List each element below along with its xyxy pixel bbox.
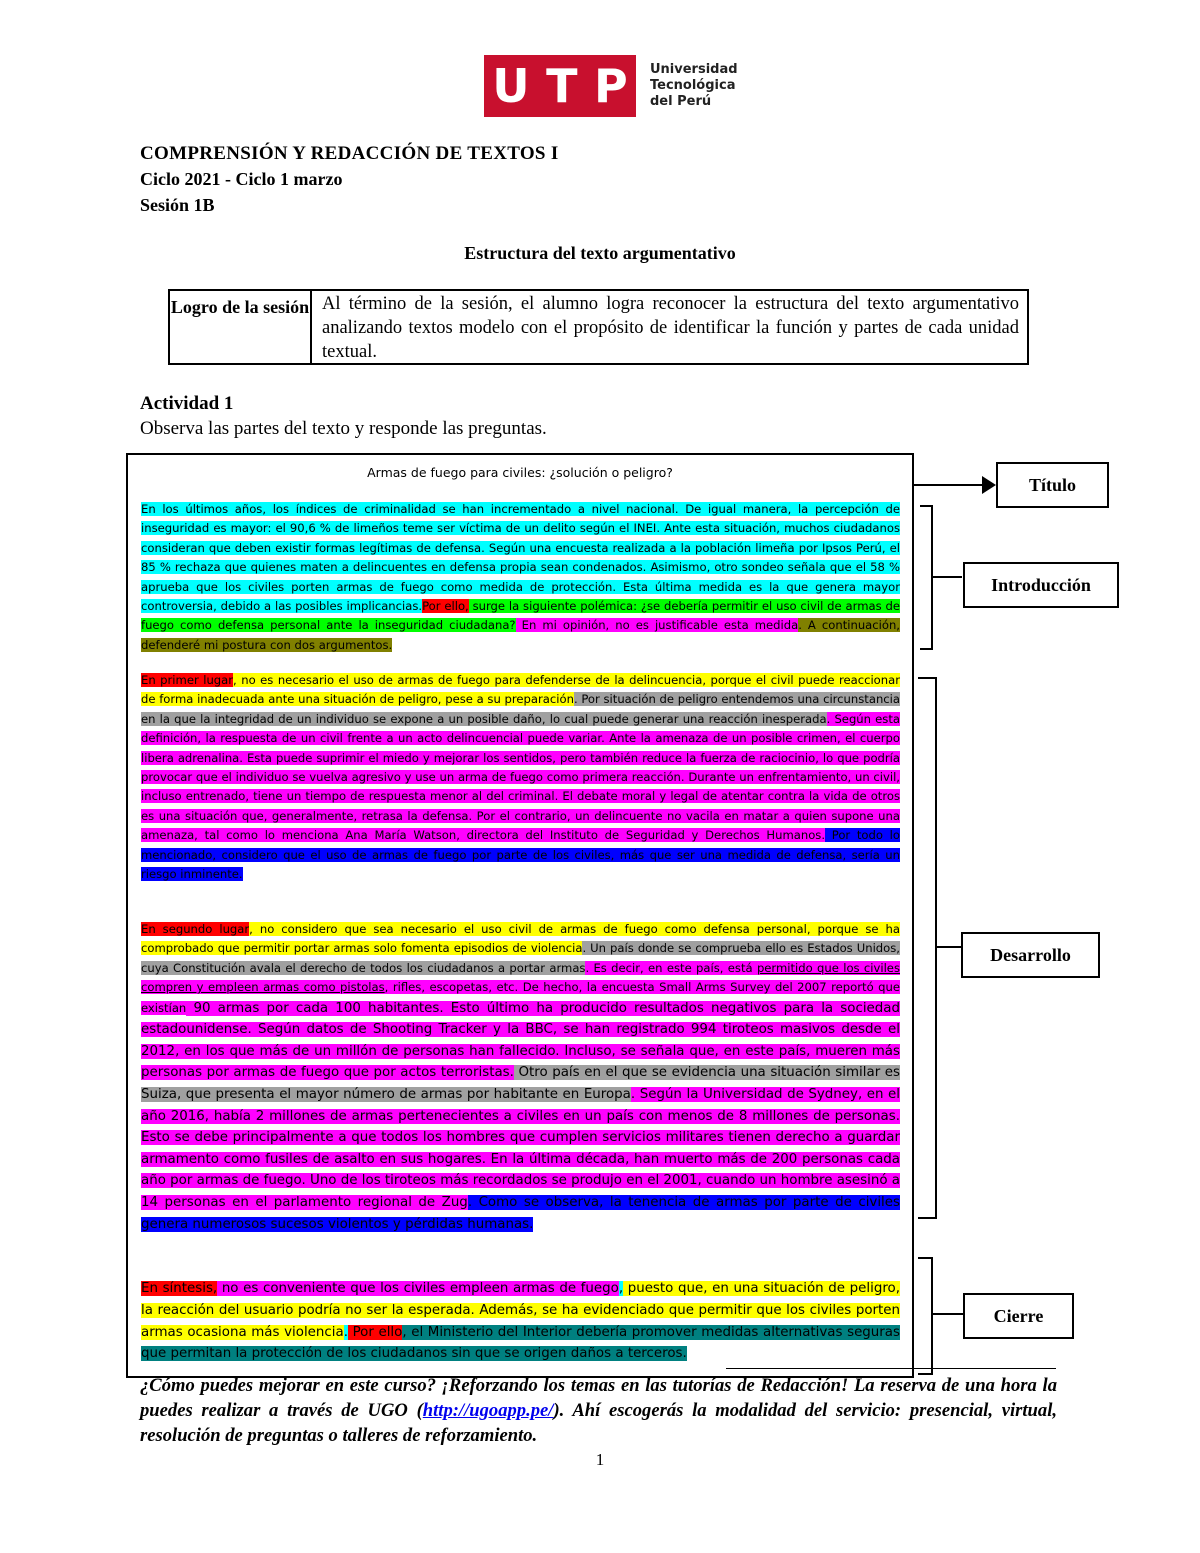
logo-line-2: Tecnológica xyxy=(650,78,736,93)
dev2-evidence-switzerland: . Según la Universidad de Sydney, en el año 2016, había 2 millones de armas pertenecientes a civiles en un país con menos de 8 millones de personas. Esto se debe principalmente a que todos los hombres que cumplen servicios militares tienen derecho a guardar armamento como fusiles de asalto en sus hogares. En la última década, han muerto más de 200 personas cada año por armas de fuego. Uno de los tiroteos más recordados se produjo en el 2001, cuando un hombre asesinó a 14 personas en el parlamento regional de Zug xyxy=(141,1087,900,1210)
dev2-evidence-usa-a: . Es decir, en este país, está xyxy=(585,960,757,975)
closing-thesis: no es conveniente que los civiles empleen armas de fuego xyxy=(217,1281,619,1296)
dev1-conclusion: Por todo lo mencionado, considero que el uso de armas de fuego por parte de los civiles, más que ser una medida de defensa, sería un riesgo inminente. xyxy=(141,828,900,882)
desarrollo-bracket xyxy=(918,677,937,1219)
titulo-arrow-line xyxy=(913,484,993,486)
promo-text-end: ). Ahí escogerás la modalidad del servicio: presencial, virtual, resolución de preguntas o talleres de reforzamiento. xyxy=(140,1400,1058,1446)
dev2-evidence-usa-c: 90 armas por cada 100 habitantes. Esto último ha producido resultados negativos para la sociedad estadounidense. Según datos de Shooting Tracker y la BBC, se han registrado 994 tiroteos masivos desde el 2012, en los que más de un millón de personas han fallecido. Incluso, se señala que, en este país, mueren más personas por armas de fuego que por actos terroristas. xyxy=(141,1000,900,1081)
logo-line-1: Universidad xyxy=(650,62,738,77)
cycle-label: Ciclo 2021 - Ciclo 1 marzo xyxy=(140,169,343,189)
introduccion-bracket-tick xyxy=(932,576,962,578)
dev2-argument: , no considero que sea necesario el uso civil de armas de fuego como defensa personal, porque se ha comprobado que permitir portar armas solo fomenta episodios de violencia xyxy=(141,922,900,956)
ugo-link[interactable]: http://ugoapp.pe/ xyxy=(422,1400,554,1421)
intro-context: En los últimos años, los índices de criminalidad se han incrementado a nivel nacional. De igual manera, la percepción de inseguridad es mayor: el 90,6 % de limeños teme ser víctima de un delito según el INEI. Ante esta situación, muchos ciudadanos consideran que deben existir formas legítimas de defensa. Según una encuesta realizada a la población limeña por Ipsos Perú, el 85 % rechaza que quienes maten a delincuentes en defensa propia sean condenados. Asimismo, otro sondeo señala que el 58 % aprueba que los civiles porten armas de fuego como medida de protección. Esta última medida es la que genera mayor controversia, debido a las posibles implicancias. xyxy=(141,502,900,614)
document-title: Estructura del texto argumentativo xyxy=(464,243,736,263)
dev1-connector: En primer lugar xyxy=(141,673,234,687)
utp-logo xyxy=(484,55,738,117)
dev2-connector: En segundo lugar xyxy=(141,922,250,936)
intro-connector: Por ello, xyxy=(422,599,469,614)
utp-logo-mark xyxy=(484,55,636,117)
article-title: Armas de fuego para civiles: ¿solución o peligro? xyxy=(367,465,673,480)
logro-table xyxy=(168,289,1029,365)
logo-letter-t: T xyxy=(546,59,578,113)
intro-announcement: . A continuación, defenderé mi postura con dos argumentos. xyxy=(141,618,900,652)
dev2-evidence-usa-b: , rifles, escopetas, etc. De hecho, la encuesta Small Arms Survey del 2007 reportó que existían xyxy=(141,980,901,1015)
activity-title: Actividad 1 xyxy=(140,393,234,414)
dev1-definition: . Por situación de peligro entendemos una circunstancia en la que la integridad de un individuo se expone a un posible daño, lo cual puede generar una reacción inesperada xyxy=(141,692,900,726)
footer-divider xyxy=(726,1368,1056,1369)
introduction-paragraph xyxy=(141,500,900,655)
cierre-bracket xyxy=(918,1257,933,1375)
closing-connector-2: Por ello xyxy=(347,1324,403,1340)
closing-paragraph xyxy=(141,1278,900,1365)
logro-header: Logro de la sesión xyxy=(170,291,312,363)
development-paragraph-1 xyxy=(141,671,900,884)
tutoring-promo xyxy=(140,1373,1057,1448)
label-introduccion: Introducción xyxy=(963,562,1119,608)
dev2-conclusion: . Como se observa, la tenencia de armas por parte de civiles genera numerosos sucesos violentos y pérdidas humanas. xyxy=(141,1194,900,1232)
promo-text-start: ¿Cómo puedes mejorar en este curso? ¡Reforzando los temas en las tutorías de Redacción! La reserva de una hora la puedes realizar a través de UGO ( xyxy=(140,1375,1057,1421)
logo-university-name xyxy=(650,62,738,110)
cierre-bracket-tick xyxy=(932,1313,963,1315)
activity-instruction: Observa las partes del texto y responde las preguntas. xyxy=(140,418,547,439)
dev2-example-switzerland: Otro país en el que se evidencia una situación similar es Suiza, que presenta el mayor número de armas por habitante en Europa xyxy=(141,1065,900,1102)
article-frame xyxy=(126,453,914,1378)
label-desarrollo: Desarrollo xyxy=(961,932,1100,978)
dev2-evidence-usa-underlined: permitido que los civiles compren y empleen armas como pistolas xyxy=(141,960,900,995)
dev1-evidence: . Según esta definición, la respuesta de un civil frente a un acto delincuencial puede variar. Ante la amenaza de un posible crimen, el cuerpo libera adrenalina. Esta puede suprimir el miedo y mejorar los sentidos, pero también reduce la fuerza de raciocinio, lo que podría provocar que el individuo se vuelva agresivo y use un arma de fuego como primera reacción. Durante un enfrentamiento, un civil, incluso entrenado, tiene un tiempo de respuesta menor al del criminal. El debate moral y legal de atentar contra la vida de otros es una situación que, generalmente, retrasa la defensa. Por el contrario, un delincuente no vacila en matar a quien supone una amenaza, tal como lo menciona Ana María Watson, directora del Instituto de Seguridad y Derechos Humanos. xyxy=(141,711,900,843)
session-label: Sesión 1B xyxy=(140,195,215,215)
intro-thesis: En mi opinión, no es justificable esta medida xyxy=(515,618,799,633)
logo-letter-u: U xyxy=(492,59,530,113)
closing-period: . xyxy=(343,1324,348,1340)
logro-description: Al término de la sesión, el alumno logra reconocer la estructura del texto argumentativo analizando textos modelo con el propósito de identificar la función y partes de cada unidad textual. xyxy=(322,294,1019,362)
course-title: COMPRENSIÓN Y REDACCIÓN DE TEXTOS I xyxy=(140,143,559,164)
desarrollo-bracket-tick xyxy=(936,946,961,948)
label-cierre: Cierre xyxy=(963,1293,1074,1339)
closing-recommendation: , el Ministerio del Interior debería promover medidas alternativas seguras que permitan la protección de los ciudadanos sin que se origen daños a terceros. xyxy=(141,1324,900,1362)
label-titulo: Título xyxy=(996,462,1109,508)
dev2-example-usa: . Un país donde se comprueba ello es Estados Unidos, cuya Constitución avala el derecho de todos los ciudadanos a portar armas xyxy=(141,941,900,975)
closing-summary: puesto que, en una situación de peligro, la reacción del usuario podría no ser la esperada. Además, se ha evidenciado que permitir que los civiles porten armas ocasiona más violencia xyxy=(141,1281,900,1340)
logo-line-3: del Perú xyxy=(650,94,712,109)
closing-comma: , xyxy=(618,1281,624,1296)
page-number: 1 xyxy=(595,1450,605,1469)
intro-question: surge la siguiente polémica: ¿se debería permitir el uso civil de armas de fuego como defensa personal ante la inseguridad ciudadana? xyxy=(141,599,900,633)
logo-letter-p: P xyxy=(594,59,628,113)
development-paragraph-2 xyxy=(141,920,900,1235)
titulo-arrow-head-icon xyxy=(982,476,996,494)
dev1-argument: , no es necesario el uso de armas de fuego para defenderse de la delincuencia, porque el civil puede reaccionar de forma inadecuada ante una situación de peligro, pese a su preparación xyxy=(141,673,900,707)
closing-connector: En síntesis, xyxy=(141,1281,218,1296)
